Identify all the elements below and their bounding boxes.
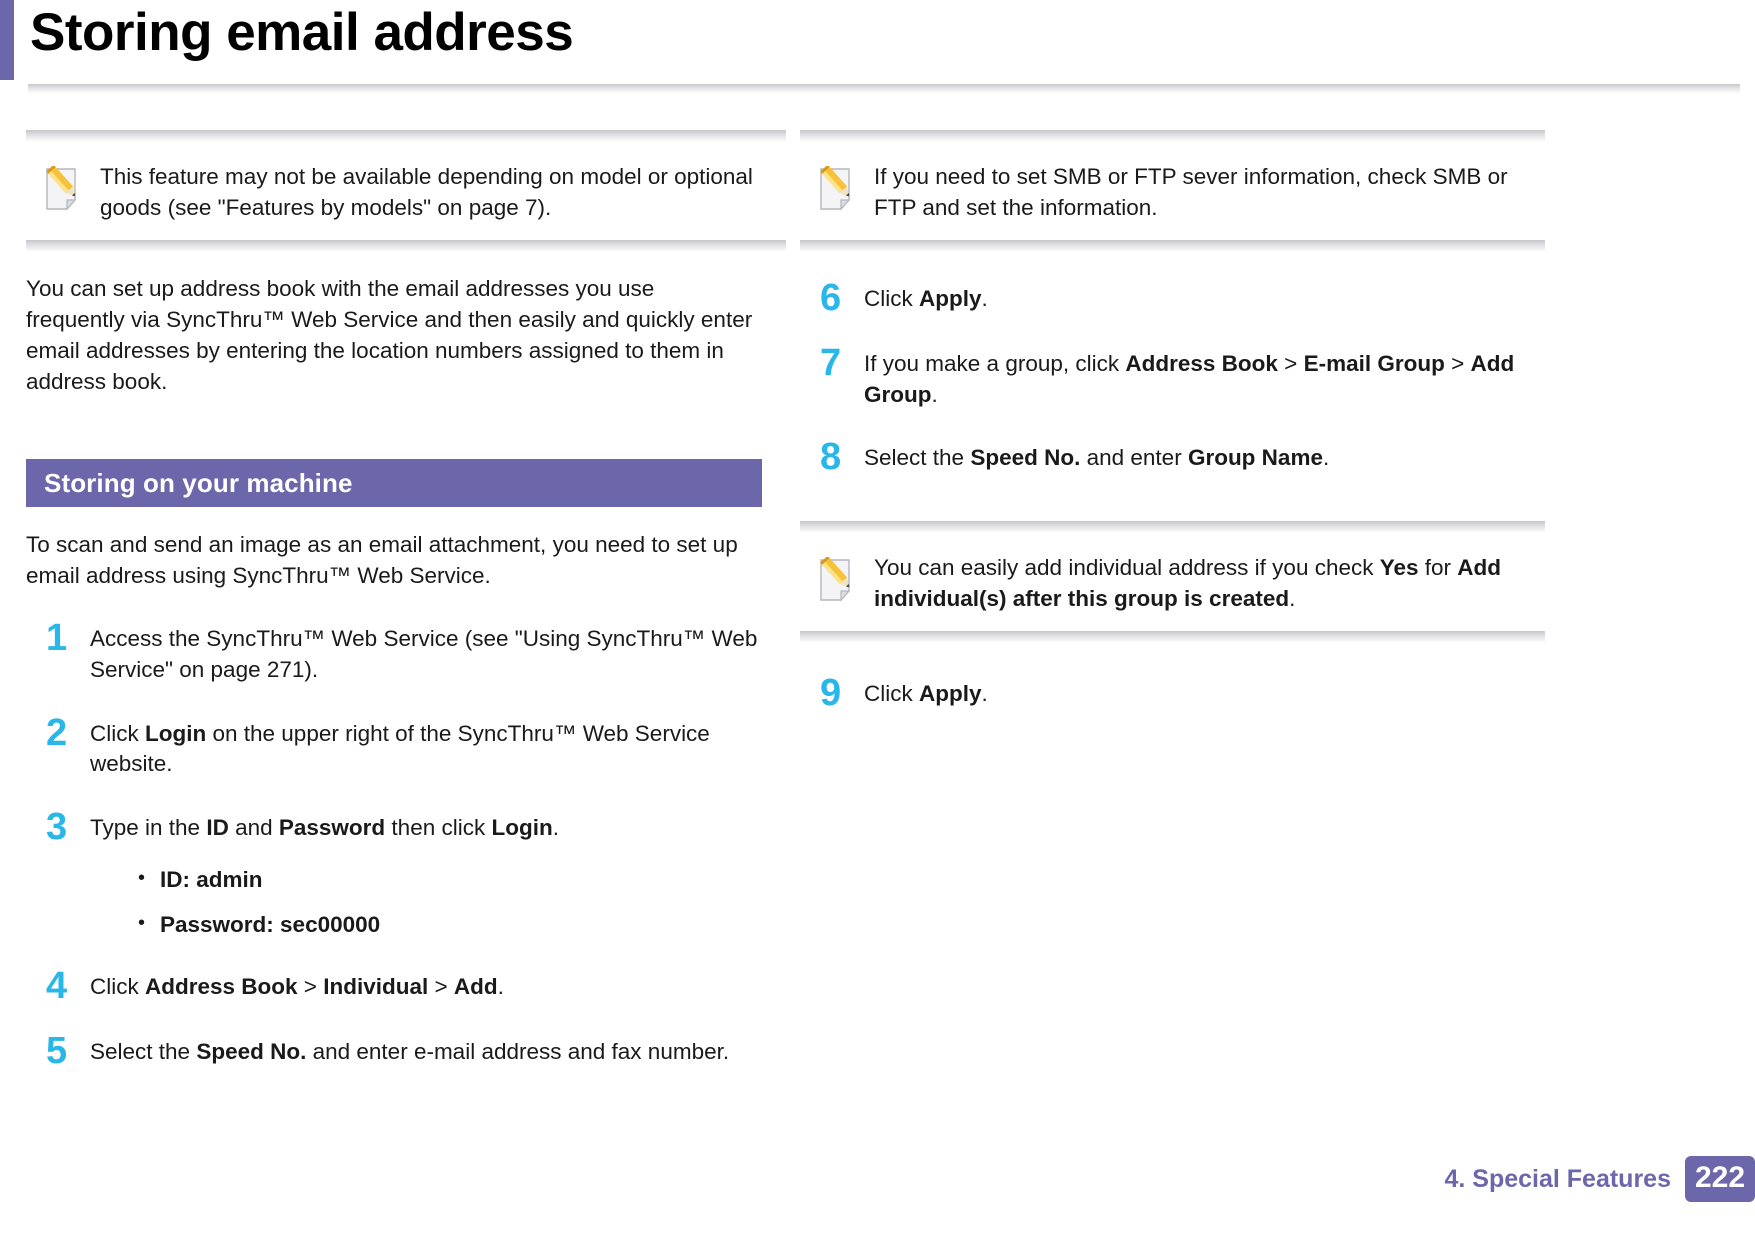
right-step-list-lower [800, 672, 1545, 715]
intro-paragraph: You can set up address book with the email addresses you use frequently via SyncThru™ Web Service and then easily and quickly enter email addresses by entering the location numbers assigned to them in address book. [26, 276, 753, 395]
body-text: Access the SyncThru™ Web Service (see "Using SyncThru™ Web Service" on page 271). [90, 626, 758, 683]
step-number: 7 [820, 342, 842, 385]
body-text: Click [864, 681, 919, 707]
emphasis-text: E-mail Group [1303, 351, 1445, 377]
emphasis-text: after this group is created [1012, 585, 1290, 611]
body-text: . [931, 381, 938, 407]
emphasis-text: Individual [323, 974, 429, 1000]
left-step-list [26, 617, 786, 1073]
note-bottom-divider [800, 240, 1545, 251]
body-text: and [228, 814, 279, 840]
body-text: . [1322, 445, 1330, 471]
footer-page-number: 222 [1685, 1156, 1755, 1202]
step-item [800, 672, 1545, 715]
emphasis-text: Login [491, 814, 553, 840]
section-paragraph: To scan and send an image as an email attachment, you need to set up email address using SyncThru™ Web Service. [26, 532, 738, 589]
note-bottom-divider [800, 631, 1545, 642]
body-text: . [1289, 585, 1296, 611]
note-pencil-icon [816, 557, 858, 603]
note-line-2: the information. [1002, 194, 1158, 220]
emphasis-text: Password [278, 814, 386, 840]
step-text [864, 346, 1545, 410]
emphasis-text: Group Name [1187, 445, 1323, 471]
step-text [90, 621, 786, 685]
step-item [26, 1030, 786, 1073]
step-text [90, 1034, 786, 1068]
step-item [26, 617, 786, 685]
emphasis-text: Add individual(s) [874, 555, 1502, 611]
body-text: Click [864, 286, 919, 312]
page-title: Storing email address [30, 3, 574, 62]
step-item [26, 711, 786, 780]
body-text: Type in the [90, 814, 207, 840]
step-item [800, 342, 1545, 410]
note-box-add-individuals [800, 521, 1545, 642]
title-accent-bar [0, 0, 14, 80]
step-number: 5 [46, 1030, 68, 1073]
emphasis-text: Add Group [864, 351, 1515, 407]
step-number: 4 [46, 965, 68, 1008]
body-text: then click [385, 814, 492, 840]
footer-chapter-label: 4. Special Features [1444, 1164, 1671, 1193]
emphasis-text: Apply [919, 681, 982, 707]
body-text: and enter e-mail address and fax number. [306, 1039, 730, 1065]
body-text: You can easily add individual address if you check [874, 555, 1380, 581]
note-text-add-individuals [874, 553, 1534, 614]
body-text: Select the [864, 445, 971, 471]
emphasis-text: Address Book [1125, 351, 1278, 377]
step-number: 1 [46, 617, 68, 660]
step-text [90, 810, 786, 844]
title-divider [28, 84, 1740, 94]
emphasis-text: Yes [1379, 555, 1419, 581]
step-number: 8 [820, 436, 842, 479]
body-text: Select the [90, 1039, 197, 1065]
note-line-1: This feature may not be available depending on model or optional goods [100, 164, 753, 220]
note-box-smb-ftp [800, 130, 1545, 251]
page-footer [1444, 1156, 1755, 1202]
list-item [138, 865, 786, 894]
step-number: 9 [820, 672, 842, 715]
bullet-dot-icon: • [138, 912, 146, 935]
list-item-label: Password: sec00000 [160, 912, 381, 938]
body-text: on the upper right of the SyncThru™ Web Service website. [90, 720, 710, 777]
note-pencil-icon [42, 166, 84, 212]
note-text-smb-ftp [874, 162, 1534, 223]
body-text: and enter [1080, 445, 1188, 471]
right-column [800, 130, 1545, 715]
body-text: Click [90, 974, 145, 1000]
section-heading-label: Storing on your machine [44, 467, 353, 498]
body-text: > [1444, 351, 1471, 377]
body-text: If you make a group, click [864, 351, 1126, 377]
right-step-list-upper [800, 277, 1545, 479]
note-top-divider [800, 130, 1545, 141]
body-text: . [552, 814, 559, 840]
note-top-divider [26, 130, 786, 141]
note-line-2: (see "Features by models" on page 7). [167, 194, 552, 220]
note-top-divider [800, 521, 1545, 532]
note-bottom-divider [26, 240, 786, 251]
emphasis-text: Speed No. [970, 445, 1081, 471]
body-text: > [1277, 351, 1304, 377]
note-line-1: If you need to set SMB or FTP sever information, check SMB or FTP and set [874, 164, 1508, 220]
emphasis-text: ID [206, 814, 229, 840]
step-number: 3 [46, 805, 68, 848]
note-pencil-icon [816, 166, 858, 212]
list-item [138, 910, 786, 939]
credentials-bullet-list [26, 865, 786, 940]
body-text: . [981, 681, 988, 707]
step-number: 2 [46, 711, 68, 754]
note-box-feature-availability [26, 130, 786, 251]
page-header [0, 0, 1755, 92]
bullet-dot-icon: • [138, 866, 146, 889]
step-item [26, 805, 786, 848]
body-text: . [981, 286, 988, 312]
left-column [26, 130, 786, 1073]
body-text: . [497, 974, 504, 1000]
body-text: > [428, 974, 454, 1000]
emphasis-text: Address Book [145, 974, 298, 1000]
emphasis-text: Add [453, 974, 498, 1000]
body-text: Click [90, 720, 145, 746]
emphasis-text: Apply [919, 286, 982, 312]
step-item [800, 277, 1545, 320]
section-heading-storing-on-your-machine [26, 459, 762, 507]
step-item [800, 436, 1545, 479]
step-text [864, 281, 1545, 315]
list-item-label: ID: admin [160, 866, 263, 892]
step-text [90, 969, 786, 1003]
body-text: for [1418, 555, 1458, 581]
note-text-feature-availability [100, 162, 760, 223]
step-number: 6 [820, 277, 842, 320]
emphasis-text: Speed No. [196, 1039, 307, 1065]
body-text: > [297, 974, 324, 1000]
step-text [864, 676, 1545, 710]
step-text [90, 716, 786, 780]
emphasis-text: Login [145, 720, 207, 746]
step-text [864, 440, 1545, 474]
step-item [26, 965, 786, 1008]
